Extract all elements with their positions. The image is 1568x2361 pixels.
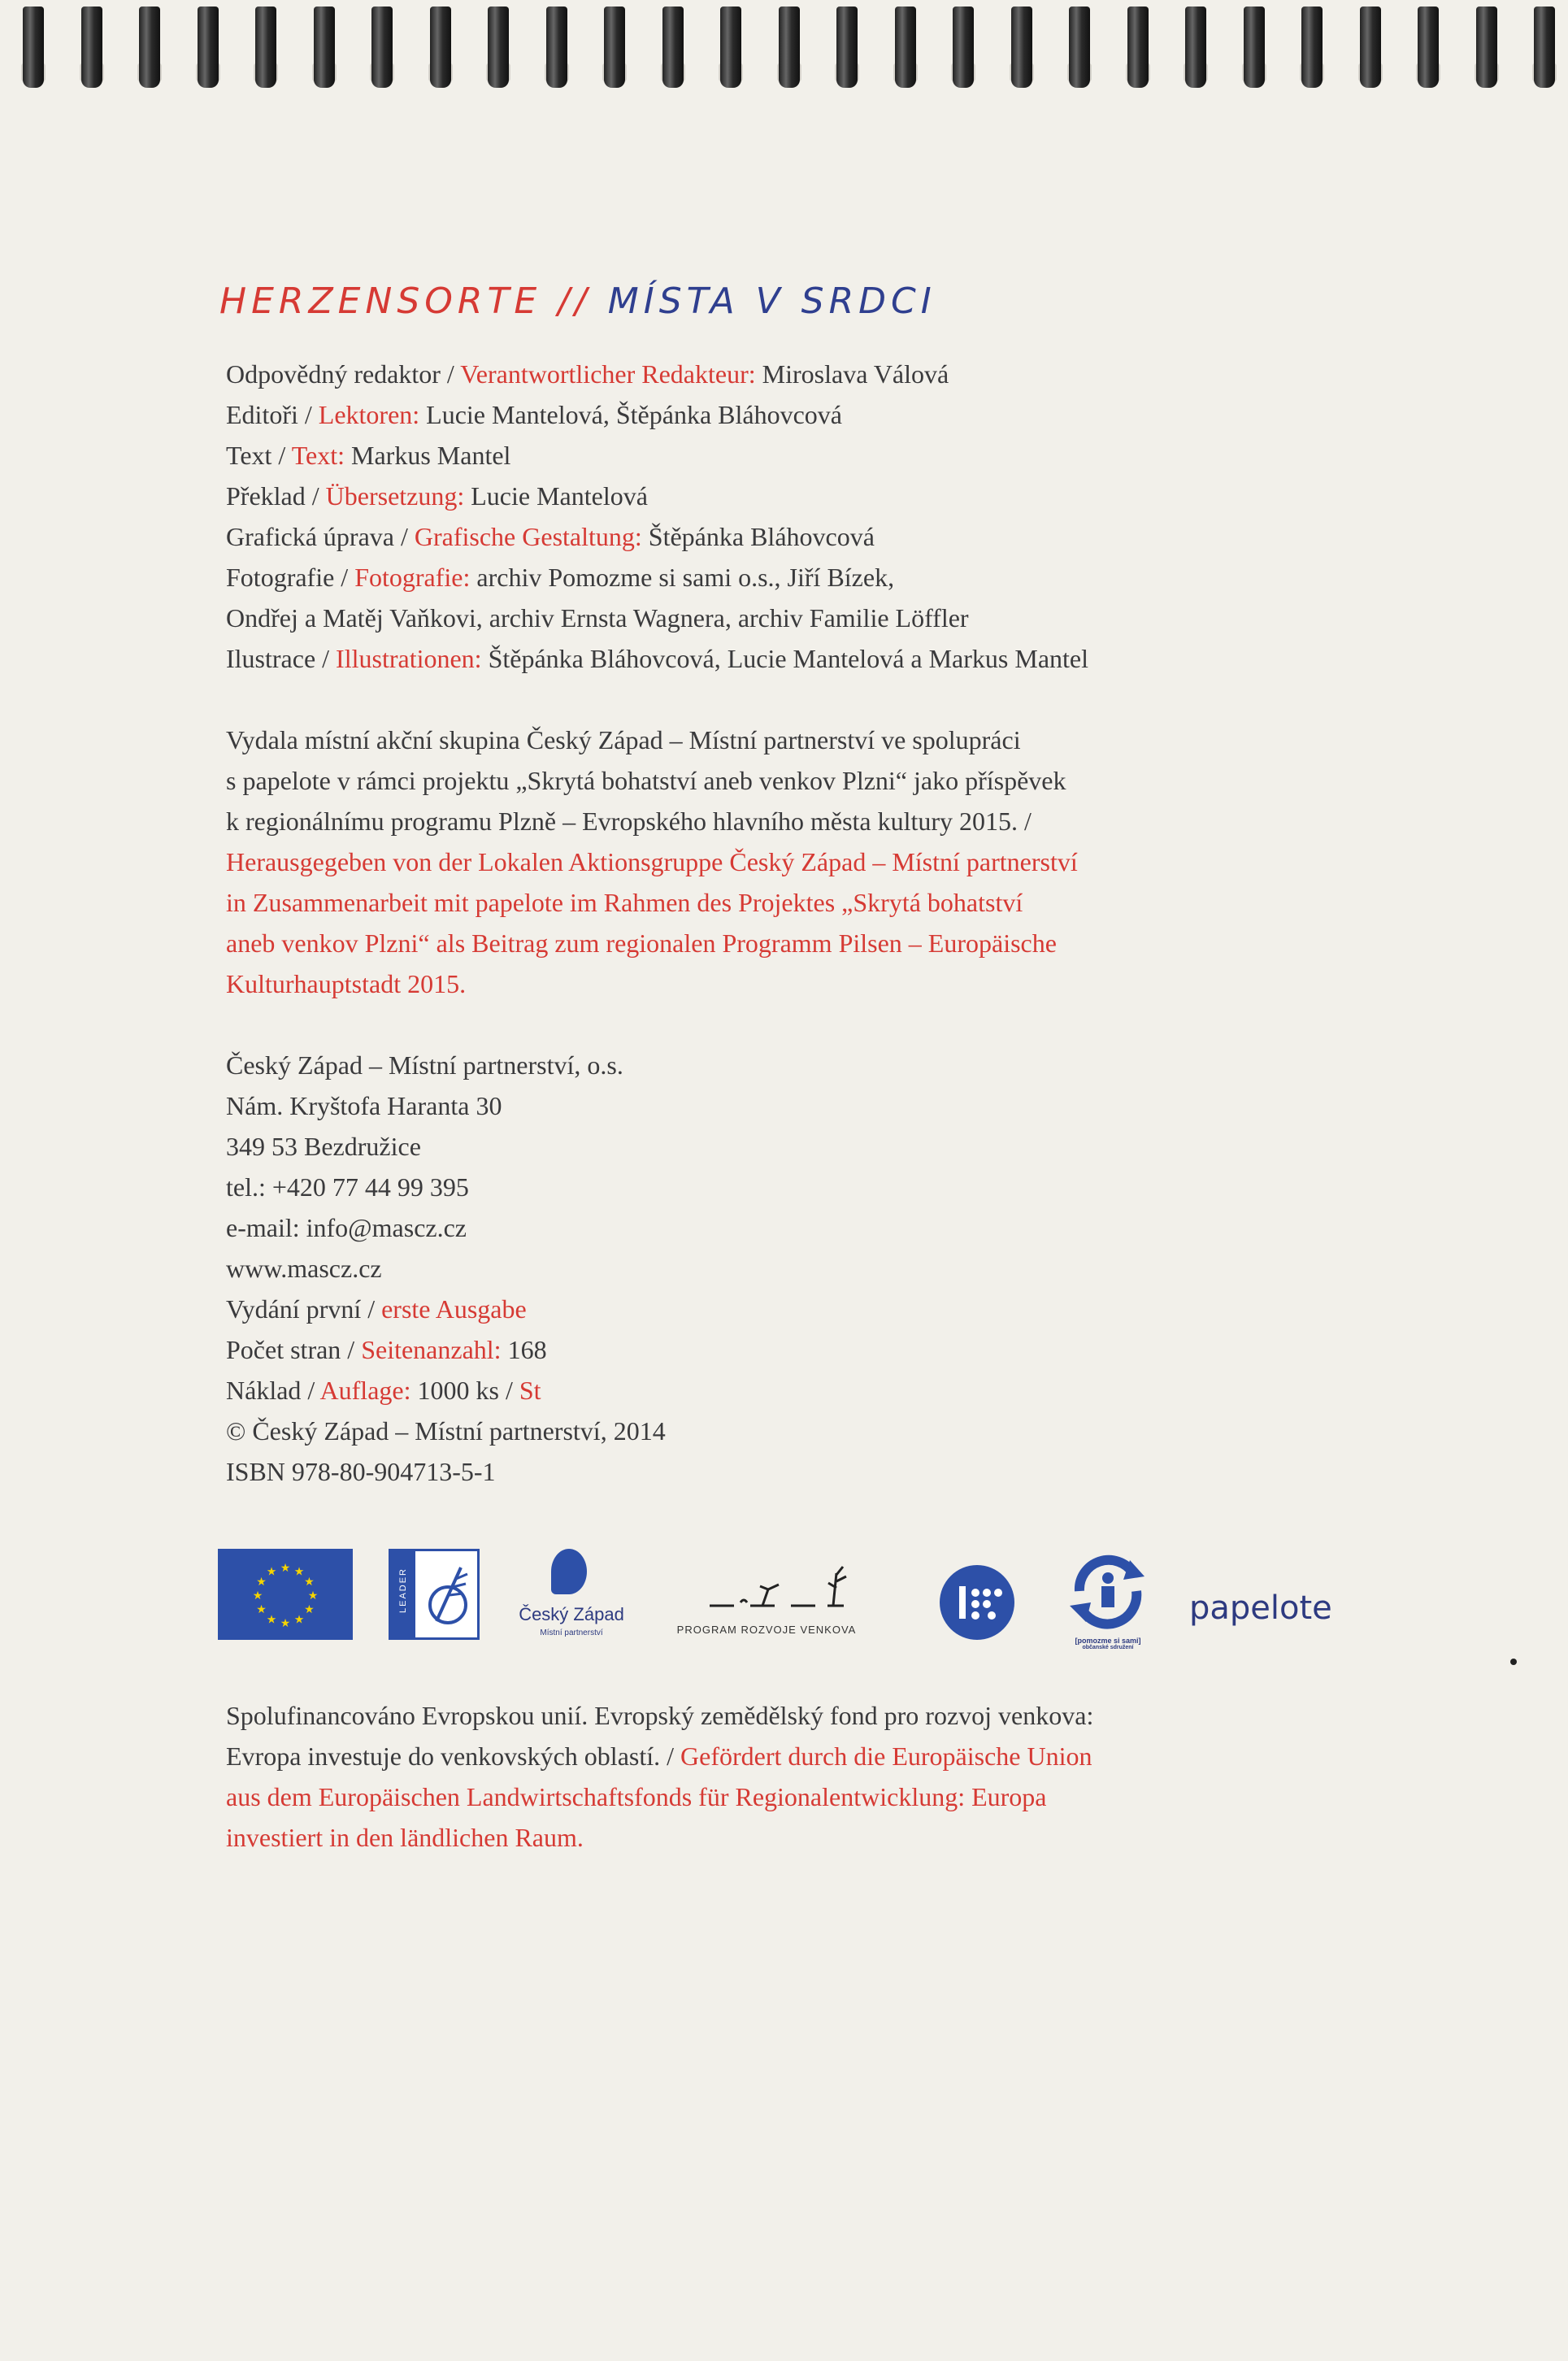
text-line (226, 1126, 666, 1167)
cesky-zapad-subtitle: Místní partnerství (540, 1628, 603, 1637)
text-segment: Grafische Gestaltung: (414, 522, 642, 551)
text-segment: Fotografie: (354, 563, 471, 592)
eu-star-icon: ★ (280, 1563, 291, 1575)
binding-ring (1185, 7, 1206, 88)
title-separator: // (558, 280, 592, 322)
text-line (226, 1370, 666, 1411)
binding-ring (255, 7, 276, 88)
text-line (226, 1207, 666, 1248)
binding-ring (139, 7, 160, 88)
leader-text: LEADER (398, 1567, 408, 1614)
text-segment: archiv Pomozme si sami o.s., Jiří Bízek, (470, 563, 895, 592)
sponsor-logos (218, 1549, 1340, 1671)
eu-star-icon: ★ (256, 1604, 267, 1616)
eu-stars-icon (218, 1549, 353, 1640)
recycle-person-icon (1055, 1549, 1161, 1633)
eu-flag-logo (218, 1549, 353, 1640)
funding-line-2 (226, 1736, 1093, 1776)
binding-ring (81, 7, 102, 88)
binding-ring (546, 7, 567, 88)
text-segment: Miroslava Válová (755, 359, 949, 389)
text-line (226, 1045, 666, 1085)
publisher-czech (226, 720, 1078, 841)
binding-ring (895, 7, 916, 88)
text-line (226, 1329, 666, 1370)
text-line (226, 1411, 666, 1451)
text-segment: Grafická úprava / (226, 522, 415, 551)
text-line (226, 1167, 666, 1207)
text-segment: Übersetzung: (325, 481, 465, 511)
text-segment: Vydání první / (226, 1294, 382, 1324)
text-segment: Verantwortlicher Redakteur: (460, 359, 756, 389)
text-segment: Editoři / (226, 400, 319, 429)
text-segment: Fotografie / (226, 563, 355, 592)
pomozme-subtitle: občanské sdružení (1082, 1645, 1134, 1650)
text-segment: e-mail: info@mascz.cz (226, 1213, 467, 1242)
pomozme-si-sami-logo (1055, 1549, 1161, 1663)
text-line (226, 476, 1088, 516)
binding-ring (1476, 7, 1497, 88)
funding-cz-end: Evropa investuje do venkovských oblastí. / (226, 1741, 681, 1771)
binding-ring (836, 7, 858, 88)
text-line: Herausgegeben von der Lokalen Aktionsgruppe Český Západ – Místní partnerství (226, 847, 1078, 876)
text-segment: Lucie Mantelová, Štěpánka Bláhovcová (419, 400, 842, 429)
text-segment: Náklad / (226, 1376, 320, 1405)
text-line: s papelote v rámci projektu „Skrytá bohatství aneb venkov Plzni“ jako příspěvek (226, 766, 1066, 795)
lky-logo (940, 1565, 1014, 1640)
publisher-block (226, 720, 1078, 1004)
text-line: aneb venkov Plzni“ als Beitrag zum regionalen Programm Pilsen – Europäische (226, 928, 1057, 958)
eu-star-icon: ★ (266, 1566, 277, 1579)
cesky-zapad-logo (510, 1549, 632, 1671)
text-segment: tel.: +420 77 44 99 395 (226, 1172, 469, 1202)
program-rozvoje-venkova-logo (661, 1557, 872, 1646)
eu-star-icon: ★ (293, 1566, 305, 1579)
binding-ring (1011, 7, 1032, 88)
binding-ring (430, 7, 451, 88)
text-segment: Nám. Kryštofa Haranta 30 (226, 1091, 502, 1120)
binding-ring (198, 7, 219, 88)
text-line (226, 598, 1088, 638)
spiral-binding (0, 0, 1568, 98)
text-line (226, 435, 1088, 476)
cesky-zapad-name: Český Západ (519, 1604, 624, 1624)
text-segment: Lucie Mantelová (464, 481, 648, 511)
text-line: Kulturhauptstadt 2015. (226, 969, 467, 998)
text-segment: Ondřej a Matěj Vaňkovi, archiv Ernsta Wagnera, archiv Familie Löffler (226, 603, 969, 633)
binding-ring (1534, 7, 1555, 88)
leader-logo (389, 1549, 480, 1640)
binding-ring (604, 7, 625, 88)
text-segment: Český Západ – Místní partnerství, o.s. (226, 1050, 623, 1080)
text-line: in Zusammenarbeit mit papelote im Rahmen des Projektes „Skrytá bohatství (226, 888, 1023, 917)
eu-star-icon: ★ (293, 1614, 305, 1627)
credits-block (226, 354, 1088, 679)
eu-star-icon: ★ (256, 1576, 267, 1589)
text-line (226, 1085, 666, 1126)
binding-ring (1127, 7, 1149, 88)
papelote-logo: papelote (1189, 1589, 1332, 1627)
text-line (226, 1451, 666, 1492)
text-segment: Odpovědný redaktor / (226, 359, 461, 389)
text-line: Vydala místní akční skupina Český Západ – Místní partnerství ve spolupráci (226, 725, 1021, 754)
text-line (226, 394, 1088, 435)
binding-ring (1418, 7, 1439, 88)
binding-ring (779, 7, 800, 88)
binding-ring (1360, 7, 1381, 88)
funding-line-4: investiert in den ländlichen Raum. (226, 1823, 584, 1852)
binding-ring (314, 7, 335, 88)
text-segment: Text / (226, 441, 292, 470)
text-segment: Ilustrace / (226, 644, 337, 673)
funding-block (226, 1695, 1093, 1858)
binding-ring (488, 7, 509, 88)
text-segment: Markus Mantel (345, 441, 511, 470)
binding-ring (23, 7, 44, 88)
text-segment: Illustrationen: (336, 644, 482, 673)
publisher-german (226, 841, 1078, 1004)
text-line (226, 354, 1088, 394)
text-segment: erste Ausgabe (381, 1294, 527, 1324)
binding-ring (953, 7, 974, 88)
funding-line-1: Spolufinancováno Evropskou unií. Evropský zemědělský fond pro rozvoj venkova: (226, 1701, 1094, 1730)
text-line (226, 638, 1088, 679)
eu-star-icon: ★ (252, 1590, 263, 1602)
text-segment: Štěpánka Bláhovcová, Lucie Mantelová a Markus Mantel (481, 644, 1088, 673)
eu-star-icon: ★ (266, 1614, 277, 1627)
title-czech: MÍSTA V SRDCI (607, 280, 936, 322)
eu-star-icon: ★ (304, 1576, 315, 1589)
binding-ring (1244, 7, 1265, 88)
binding-ring (1069, 7, 1090, 88)
text-line (226, 1289, 666, 1329)
handwritten-title (219, 280, 936, 337)
binding-ring (371, 7, 393, 88)
text-line (226, 1248, 666, 1289)
text-segment: 349 53 Bezdružice (226, 1132, 421, 1161)
text-segment: Překlad / (226, 481, 326, 511)
text-segment: ISBN 978-80-904713-5-1 (226, 1457, 496, 1486)
binding-ring (1301, 7, 1323, 88)
text-line (226, 516, 1088, 557)
binding-ring (662, 7, 684, 88)
text-line: k regionálnímu programu Plzně – Evropského hlavního města kultury 2015. / (226, 807, 1032, 836)
eu-star-icon: ★ (307, 1590, 319, 1602)
text-segment: Štěpánka Bláhovcová (641, 522, 875, 551)
text-segment: Text: (291, 441, 345, 470)
address-block (226, 1045, 666, 1492)
cesky-zapad-mark-icon (551, 1549, 587, 1594)
wheat-icon (420, 1558, 477, 1631)
eu-star-icon: ★ (280, 1618, 291, 1630)
funding-line-3: aus dem Europäischen Landwirtschaftsfonds für Regionalentwicklung: Europa (226, 1782, 1047, 1811)
eu-star-icon: ★ (304, 1604, 315, 1616)
text-segment: © Český Západ – Místní partnerství, 2014 (226, 1416, 666, 1446)
pomozme-name: [pomozme si sami] (1075, 1637, 1141, 1645)
dots-pattern-icon (940, 1565, 1014, 1640)
text-segment: Lektoren: (318, 400, 420, 429)
program-text: PROGRAM ROZVOJE VENKOVA (676, 1624, 857, 1636)
text-line (226, 557, 1088, 598)
text-segment: St (519, 1376, 541, 1405)
text-segment: www.mascz.cz (226, 1254, 382, 1283)
text-segment: 168 (501, 1335, 547, 1364)
funding-de-start: Gefördert durch die Europäische Union (680, 1741, 1092, 1771)
text-segment: Seitenanzahl: (361, 1335, 502, 1364)
pomozme-text (1055, 1637, 1161, 1650)
binding-ring (720, 7, 741, 88)
plant-sprouts-icon (661, 1557, 872, 1622)
text-segment: Počet stran / (226, 1335, 362, 1364)
ink-speck (1510, 1659, 1517, 1665)
text-segment: Auflage: (319, 1376, 411, 1405)
title-german: HERZENSORTE (219, 280, 542, 322)
text-segment: 1000 ks / (410, 1376, 519, 1405)
